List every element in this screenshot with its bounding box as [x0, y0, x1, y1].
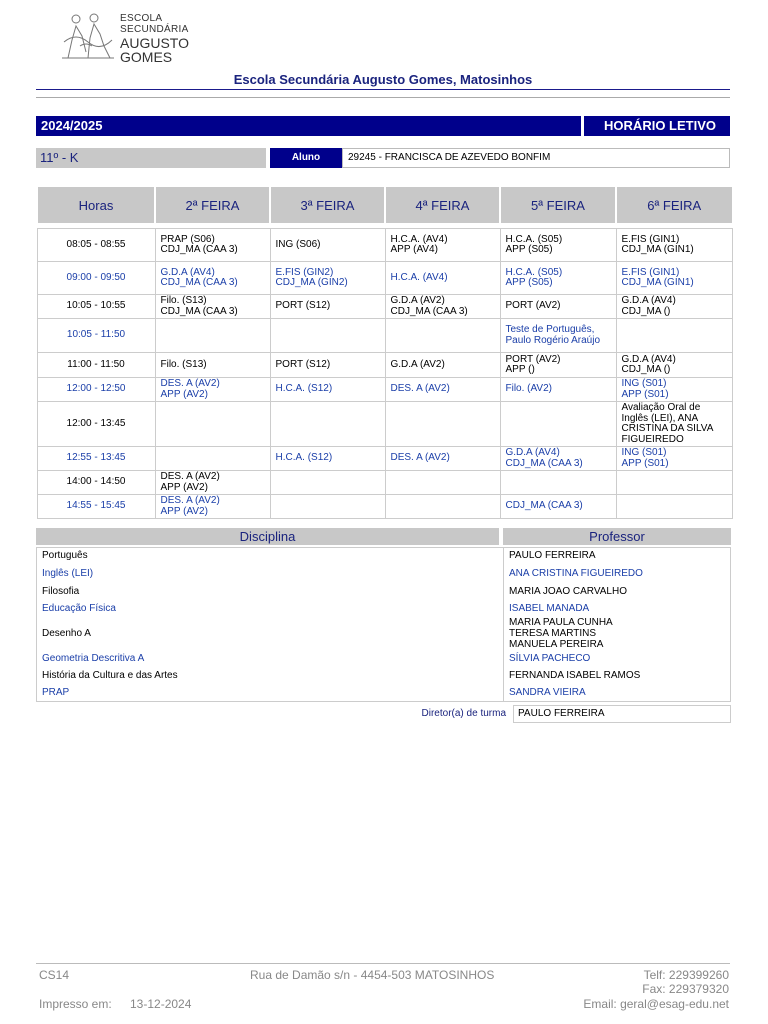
schedule-cell-line: PRAP (S06): [160, 233, 215, 245]
schedule-cell-line: E.FIS (GIN2): [275, 266, 334, 278]
schedule-row: [37, 378, 732, 402]
schedule-cell: [500, 495, 616, 519]
schedule-cell: [385, 471, 500, 495]
schedule-row: [37, 495, 732, 519]
column-header-tuesday: 3ª FEIRA: [270, 187, 385, 224]
logo-text: [120, 14, 189, 64]
teacher-name-line: PAULO FERREIRA: [509, 550, 596, 561]
class-label: 11º - K: [36, 148, 266, 168]
header-rule: [36, 89, 730, 90]
schedule-cell-line: E.FIS (GIN1): [621, 266, 680, 278]
student-value: 29245 - FRANCISCA DE AZEVEDO BONFIM: [342, 148, 730, 168]
school-logo: [58, 12, 198, 65]
schedule-cell: [385, 495, 500, 519]
schedule-cell-line: APP (): [505, 364, 535, 375]
discipline-name: Desenho A: [42, 628, 91, 639]
logo-line-4: GOMES: [120, 49, 173, 65]
schedule-hour-cell: 12:00 - 12:50: [37, 378, 155, 402]
schedule-cell-line: H.C.A. (S12): [275, 383, 333, 395]
schedule-cell: [270, 353, 385, 378]
teacher-name-line: ISABEL MANADA: [509, 603, 590, 614]
schedule-cell-line: CDJ_MA (CAA 3): [505, 500, 583, 512]
schedule-cell: [500, 402, 616, 447]
schedule-hour-cell: 10:05 - 10:55: [37, 295, 155, 319]
schedule-cell-line: DES. A (AV2): [160, 495, 220, 506]
schedule-cell: [155, 229, 270, 262]
schedule-row: [37, 471, 732, 495]
discipline-name: Filosofia: [42, 586, 80, 597]
column-header-monday: 2ª FEIRA: [155, 187, 270, 224]
schedule-cell: [155, 402, 270, 447]
schedule-cell: [616, 447, 732, 471]
school-year-bar: 2024/2025: [36, 116, 581, 136]
footer-fax: Fax: 229379320: [642, 982, 729, 996]
logo-figures-icon: [58, 12, 118, 60]
student-label: Aluno: [270, 148, 342, 168]
schedule-cell-line: ING (S01): [621, 378, 667, 389]
director-value: PAULO FERREIRA: [513, 705, 731, 723]
schedule-cell-line: CDJ_MA (CAA 3): [160, 305, 238, 317]
schedule-cell: [500, 262, 616, 295]
teacher-header: Professor: [503, 528, 731, 545]
teacher-name: [509, 617, 613, 650]
schedule-cell: [270, 229, 385, 262]
schedule-cell-line: CDJ_MA (CAA 3): [390, 305, 468, 317]
schedule-row: [37, 295, 732, 319]
teacher-name: [509, 653, 590, 664]
schedule-cell: [270, 295, 385, 319]
schedule-cell-line: PORT (S12): [275, 358, 331, 370]
schedule-hour-cell: 11:00 - 11:50: [37, 353, 155, 378]
schedule-cell: [385, 229, 500, 262]
schedule-cell-line: FIGUEIREDO: [621, 433, 684, 445]
column-header-friday: 6ª FEIRA: [616, 187, 732, 224]
schedule-hour-cell: 09:00 - 09:50: [37, 262, 155, 295]
schedule-cell-line: APP (S05): [505, 277, 553, 288]
schedule-cell-line: PORT (S12): [275, 300, 331, 312]
schedule-cell: [616, 229, 732, 262]
schedule-cell-line: CDJ_MA (): [621, 364, 671, 375]
column-header-thursday: 5ª FEIRA: [500, 187, 616, 224]
schedule-cell: [500, 353, 616, 378]
schedule-cell-line: Inglês (LEI), ANA: [621, 412, 699, 424]
schedule-cell-line: G.D.A (AV2): [390, 358, 445, 370]
schedule-cell-line: CDJ_MA (): [621, 305, 671, 317]
teacher-name-line: MARIA PAULA CUNHA: [509, 617, 613, 628]
schedule-cell: [500, 471, 616, 495]
schedule-row: [37, 319, 732, 353]
schedule-cell: [270, 319, 385, 353]
schedule-row: [37, 229, 732, 262]
schedule-cell-line: H.C.A. (AV4): [390, 271, 448, 283]
schedule-cell: [270, 262, 385, 295]
schedule-type-bar: HORÁRIO LETIVO: [584, 116, 730, 136]
schedule-cell-line: PORT (AV2): [505, 300, 561, 312]
schedule-cell-line: APP (S05): [505, 244, 553, 255]
schedule-row: [37, 353, 732, 378]
schedule-cell: [500, 378, 616, 402]
schedule-cell: [270, 447, 385, 471]
schedule-cell-line: DES. A (AV2): [160, 471, 220, 482]
discipline-name: Português: [42, 550, 88, 561]
schedule-cell-line: CDJ_MA (GIN1): [621, 244, 694, 255]
schedule-cell: [155, 262, 270, 295]
schedule-cell-line: Avaliação Oral de: [621, 402, 701, 413]
schedule-cell-line: CDJ_MA (GIN1): [621, 277, 694, 288]
footer-printed-label: Impresso em:: [39, 997, 112, 1011]
schedule-hour-cell: 14:55 - 15:45: [37, 495, 155, 519]
schedule-cell-line: Teste de Português,: [505, 324, 595, 335]
schedule-cell: [616, 319, 732, 353]
schedule-cell-line: DES. A (AV2): [160, 378, 220, 389]
schedule-hour-cell: 12:00 - 13:45: [37, 402, 155, 447]
teacher-name: [509, 550, 596, 561]
schedule-cell-line: DES. A (AV2): [390, 383, 450, 395]
discipline-divider: [503, 547, 504, 702]
teacher-name: [509, 603, 589, 614]
schedule-cell-line: CDJ_MA (CAA 3): [160, 277, 238, 288]
schedule-cell: [155, 447, 270, 471]
schedule-cell-line: G.D.A (AV4): [621, 353, 676, 365]
schedule-cell: [500, 295, 616, 319]
teacher-name-line: FERNANDA ISABEL RAMOS: [509, 670, 641, 681]
teacher-name: [509, 568, 643, 579]
schedule-body: [37, 224, 732, 519]
teacher-name-line: SÍLVIA PACHECO: [509, 653, 591, 664]
schedule-cell: [385, 402, 500, 447]
schedule-cell-line: E.FIS (GIN1): [621, 233, 680, 245]
schedule-cell-line: ING (S06): [275, 238, 321, 250]
discipline-name: Geometria Descritiva A: [42, 653, 145, 664]
schedule-cell: [616, 402, 732, 447]
footer-code: CS14: [39, 968, 70, 982]
schedule-cell-line: APP (AV2): [160, 388, 208, 400]
logo-line-3: AUGUSTO: [120, 35, 189, 51]
header-rule-secondary: [36, 97, 730, 98]
schedule-cell-line: APP (AV2): [160, 505, 208, 517]
schedule-cell: [155, 353, 270, 378]
schedule-cell: [270, 378, 385, 402]
schedule-cell: [155, 471, 270, 495]
schedule-hour-cell: 12:55 - 13:45: [37, 447, 155, 471]
schedule-cell-line: G.D.A (AV2): [390, 295, 445, 306]
schedule-cell: [616, 378, 732, 402]
schedule-cell-line: H.C.A. (S12): [275, 452, 333, 464]
schedule-cell-line: APP (AV4): [390, 244, 438, 255]
teacher-name: [509, 586, 627, 597]
discipline-header: Disciplina: [36, 528, 499, 545]
schedule-cell: [616, 495, 732, 519]
director-label: Diretor(a) de turma: [421, 708, 506, 719]
schedule-cell: [270, 471, 385, 495]
teacher-name-line: TERESA MARTINS: [509, 628, 597, 639]
schedule-cell: [500, 447, 616, 471]
schedule-cell: [385, 378, 500, 402]
schedule-row: [37, 262, 732, 295]
schedule-cell-line: ING (S01): [621, 447, 667, 458]
schedule-hour-cell: 10:05 - 11:50: [37, 319, 155, 353]
schedule-cell-line: H.C.A. (S05): [505, 266, 563, 278]
footer-printed-date: 13-12-2024: [130, 997, 192, 1011]
discipline-name: História da Cultura e das Artes: [42, 670, 178, 681]
schedule-hour-cell: 14:00 - 14:50: [37, 471, 155, 495]
column-header-wednesday: 4ª FEIRA: [385, 187, 500, 224]
schedule-row: [37, 447, 732, 471]
schedule-cell: [616, 471, 732, 495]
schedule-cell: [500, 229, 616, 262]
schedule-cell: [155, 319, 270, 353]
schedule-cell-line: APP (S01): [621, 457, 669, 469]
schedule-cell-line: G.D.A (AV4): [505, 447, 560, 458]
schedule-cell-line: CRISTINA DA SILVA: [621, 423, 714, 434]
schedule-cell: [155, 495, 270, 519]
schedule-cell: [155, 378, 270, 402]
schedule-cell-line: APP (S01): [621, 388, 669, 400]
teacher-name-line: ANA CRISTINA FIGUEIREDO: [509, 568, 643, 579]
logo-line-1: ESCOLA: [120, 13, 163, 24]
schedule-cell: [270, 402, 385, 447]
schedule-cell-line: CDJ_MA (GIN2): [275, 277, 348, 288]
column-header-hours: Horas: [37, 187, 155, 224]
schedule-cell-line: G.D.A (AV4): [621, 295, 676, 306]
schedule-cell-line: Filo. (S13): [160, 358, 207, 370]
schedule-cell-line: G.D.A (AV4): [160, 266, 215, 278]
discipline-name: PRAP: [42, 687, 70, 698]
schedule-cell-line: PORT (AV2): [505, 353, 561, 365]
teacher-name-line: MANUELA PEREIRA: [509, 639, 604, 650]
schedule-cell: [616, 262, 732, 295]
schedule-cell-line: Paulo Rogério Araújo: [505, 334, 601, 346]
schedule-cell: [616, 295, 732, 319]
schedule-cell-line: H.C.A. (S05): [505, 233, 563, 245]
schedule-cell: [385, 319, 500, 353]
teacher-name-line: MARIA JOAO CARVALHO: [509, 586, 627, 597]
teacher-name: [509, 670, 640, 681]
schedule-cell: [385, 447, 500, 471]
teacher-name-line: SANDRA VIEIRA: [509, 687, 586, 698]
footer-phone: Telf: 229399260: [643, 968, 729, 982]
schedule-cell-line: APP (AV2): [160, 481, 208, 493]
schedule-cell: [270, 495, 385, 519]
schedule-cell-line: CDJ_MA (CAA 3): [505, 457, 583, 469]
schedule-cell-line: Filo. (S13): [160, 295, 207, 306]
schedule-cell-line: H.C.A. (AV4): [390, 233, 448, 245]
schedule-cell: [500, 319, 616, 353]
discipline-name: Educação Física: [42, 603, 116, 614]
schedule-cell-line: DES. A (AV2): [390, 452, 450, 464]
footer-address: Rua de Damão s/n - 4454-503 MATOSINHOS: [250, 968, 495, 982]
schedule-hour-cell: 08:05 - 08:55: [37, 229, 155, 262]
schedule-table: [36, 186, 733, 519]
logo-line-2: SECUNDÁRIA: [120, 24, 189, 35]
schedule-cell: [385, 295, 500, 319]
schedule-cell-line: CDJ_MA (CAA 3): [160, 244, 238, 255]
schedule-cell: [385, 353, 500, 378]
page-title: Escola Secundária Augusto Gomes, Matosinhos: [233, 72, 533, 87]
footer-email: Email: geral@esag-edu.net: [583, 997, 729, 1011]
schedule-cell: [385, 262, 500, 295]
schedule-row: [37, 402, 732, 447]
footer-rule: [36, 963, 730, 964]
discipline-name: Inglês (LEI): [42, 568, 94, 579]
schedule-cell: [155, 295, 270, 319]
teacher-name: [509, 687, 586, 698]
schedule-cell-line: Filo. (AV2): [505, 383, 552, 395]
schedule-cell: [616, 353, 732, 378]
schedule-header-row: [37, 187, 732, 224]
